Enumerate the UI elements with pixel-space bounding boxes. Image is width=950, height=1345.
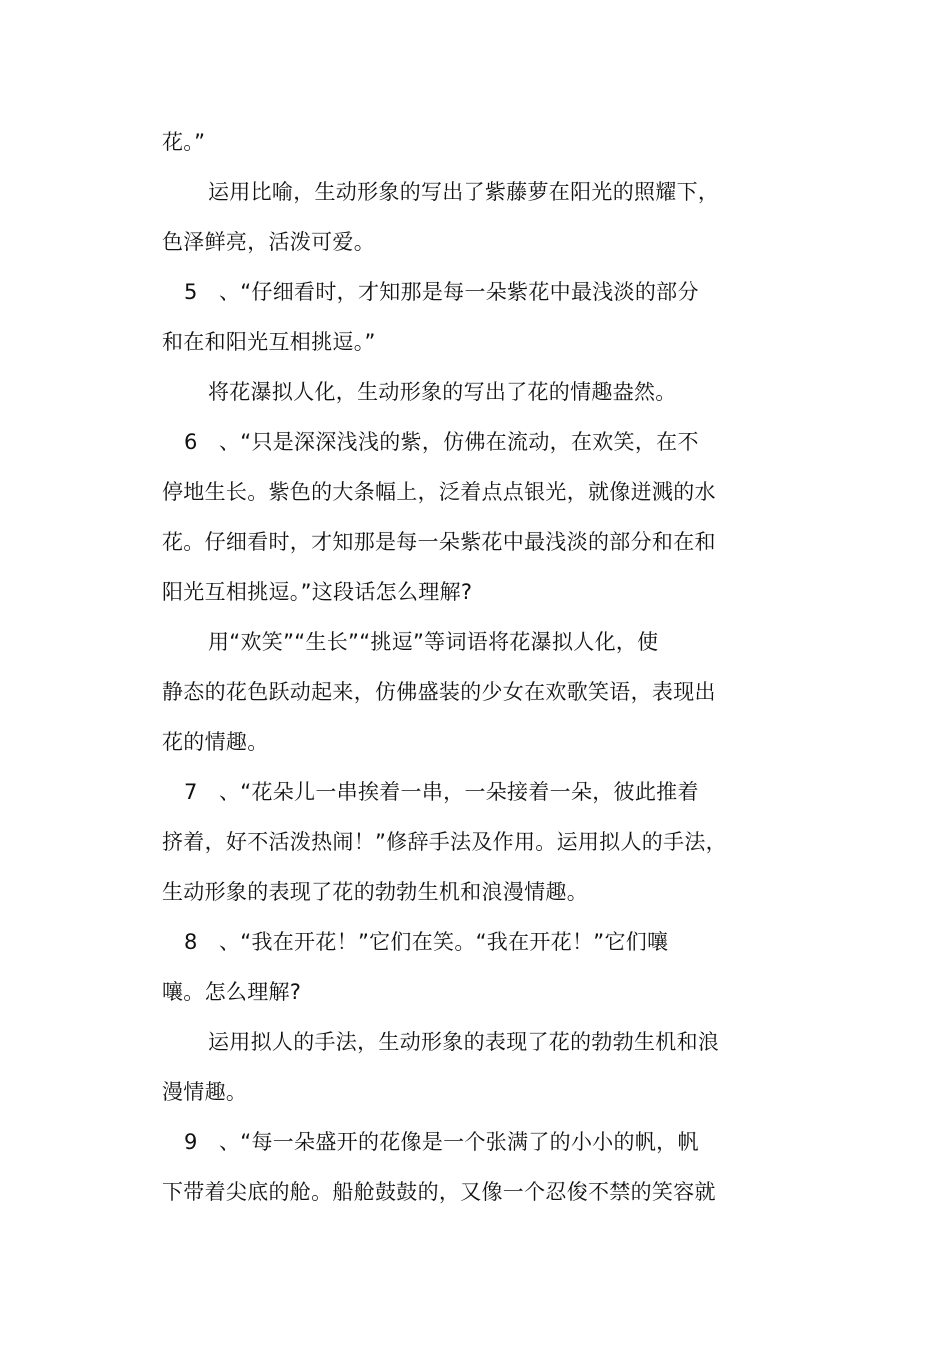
text-line: 花。” [162, 130, 206, 154]
text-line: 花的情趣。 [162, 730, 269, 754]
text-line: 和在和阳光互相挑逗。” [162, 330, 376, 354]
question-8: 8 、“我在开花！”它们在笑。“我在开花！”它们嚷 [184, 930, 669, 954]
text-line: 漫情趣。 [162, 1080, 248, 1104]
text-line: 挤着，好不活泼热闹！”修辞手法及作用。运用拟人的手法， [162, 830, 727, 854]
answer-line: 运用比喻，生动形象的写出了紫藤萝在阳光的照耀下， [208, 180, 720, 204]
text-line: 下带着尖底的舱。船舱鼓鼓的，又像一个忍俊不禁的笑容就 [162, 1180, 716, 1204]
text-line: 嚷。怎么理解? [162, 980, 302, 1004]
text-line: 生动形象的表现了花的勃勃生机和浪漫情趣。 [162, 880, 588, 904]
answer-line: 将花瀑拟人化，生动形象的写出了花的情趣盎然。 [208, 380, 677, 404]
text-line: 静态的花色跃动起来，仿佛盛装的少女在欢歌笑语，表现出 [162, 680, 716, 704]
answer-line: 用“欢笑”“生长”“挑逗”等词语将花瀑拟人化，使 [208, 630, 659, 654]
question-5: 5 、“仔细看时，才知那是每一朵紫花中最浅淡的部分 [184, 280, 699, 304]
text-line: 花。仔细看时，才知那是每一朵紫花中最浅淡的部分和在和 [162, 530, 716, 554]
text-line: 停地生长。紫色的大条幅上，泛着点点银光，就像迸溅的水 [162, 480, 716, 504]
answer-line: 运用拟人的手法，生动形象的表现了花的勃勃生机和浪 [208, 1030, 720, 1054]
question-6: 6 、“只是深深浅浅的紫，仿佛在流动，在欢笑，在不 [184, 430, 699, 454]
text-line: 色泽鲜亮，活泼可爱。 [162, 230, 375, 254]
question-7: 7 、“花朵儿一串挨着一串，一朵接着一朵，彼此推着 [184, 780, 699, 804]
question-9: 9 、“每一朵盛开的花像是一个张满了的小小的帆，帆 [184, 1130, 699, 1154]
text-line: 阳光互相挑逗。”这段话怎么理解? [162, 580, 473, 604]
